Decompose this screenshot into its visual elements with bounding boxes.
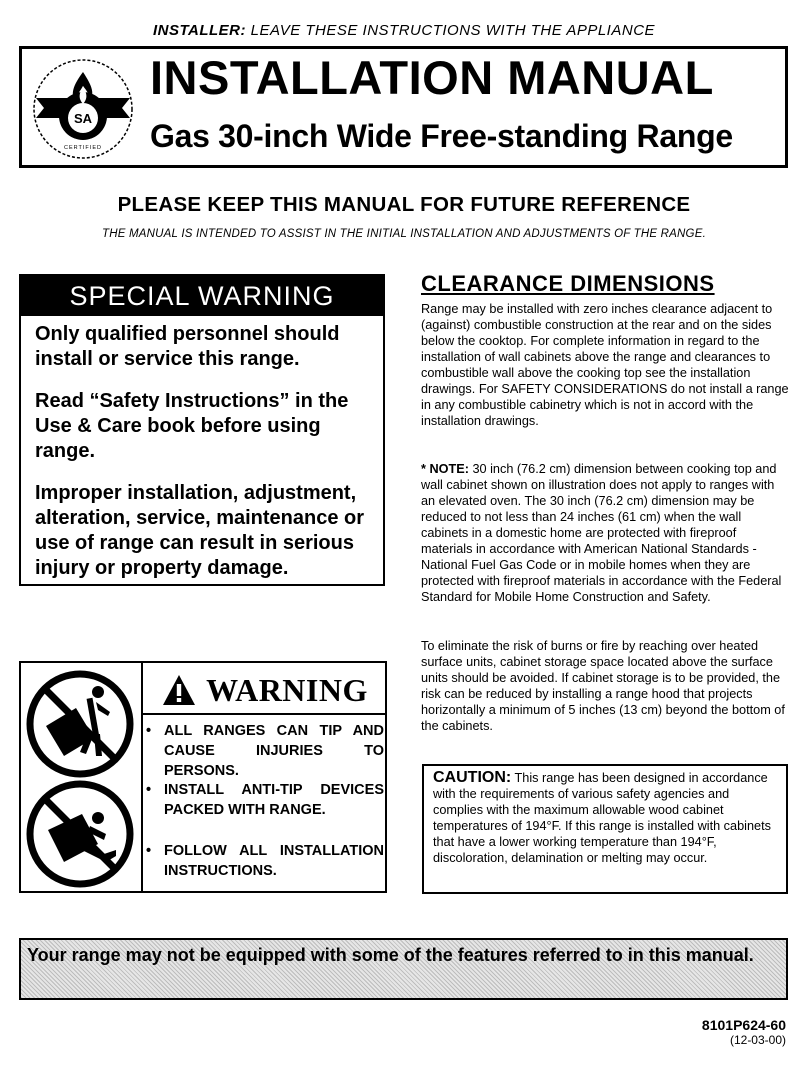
special-warning-paragraph: Only qualified personnel should install or service this range. xyxy=(35,323,340,370)
installer-text: LEAVE THESE INSTRUCTIONS WITH THE APPLIANCE xyxy=(246,22,656,39)
manual-purpose-notice: THE MANUAL IS INTENDED TO ASSIST IN THE INITIAL INSTALLATION AND ADJUSTMENTS OF THE RANGE. xyxy=(102,228,706,240)
caution-body: This range has been designed in accordance with the requirements of various safety agencies and complies with the maximum allowable wood cabinet temperatures of 194°F. If this range is installed with cabinets that have a lower working temperature than 194°F, discoloration, delamination or melting may occur. xyxy=(433,771,771,865)
warning-title xyxy=(150,668,380,712)
warning-triangle-icon xyxy=(162,674,196,706)
clearance-paragraph: To eliminate the risk of burns or fire by reaching over heated surface units, cabinet storage space located above the surface units should be avoided. If cabinet storage is to be provided, the risk can be reduced by installing a range hood that projects horizontally a minimum of 5 inches (13 cm) beyond the bottom of the cabinets. xyxy=(421,639,785,733)
revision-date: (12-03-00) xyxy=(729,1033,786,1047)
warning-item-text: FOLLOW ALL INSTALLATION INSTRUCTIONS. xyxy=(164,843,384,879)
page-title: INSTALLATION MANUAL xyxy=(150,51,714,104)
page-subtitle: Gas 30-inch Wide Free-standing Range xyxy=(150,118,733,154)
warning-item: • FOLLOW ALL INSTALLATION INSTRUCTIONS. xyxy=(146,843,384,879)
no-child-climbing-icon xyxy=(24,778,136,890)
installer-note xyxy=(0,22,808,39)
keep-manual-notice: PLEASE KEEP THIS MANUAL FOR FUTURE REFERENCE xyxy=(117,193,691,216)
clearance-paragraph: Range may be installed with zero inches clearance adjacent to (against) combustible construction at the rear and on the sides below the cooktop. For complete information in regard to the installation of wall cabinets above the range and clearances to combustible wall above the cooking top see the installation drawings. For SAFETY CONSIDERATIONS do not install a range in any combustible cabinetry which is not in accord with the installation drawings. xyxy=(421,302,789,428)
note-text: 30 inch (76.2 cm) dimension between cooking top and wall cabinet shown on illustration does not apply to ranges with an elevated oven. The 30 inch (76.2 cm) dimension may be reduced to not less than 24 inches (61 cm) when the wall cabinets in a domestic home are protected with fireproof materials in accordance with American National Standards - National Fuel Gas Code or in mobile homes when they are protected with fireproof materials in accordance with the Federal Standard for Mobile Home Construction and Safety. xyxy=(421,462,782,604)
logo-initials: SA xyxy=(73,111,93,126)
features-notice: Your range may not be equipped with some of the features referred to in this manual. xyxy=(27,945,754,965)
part-number: 8101P624-60 xyxy=(701,1017,786,1033)
logo-caption: CERTIFIED xyxy=(64,145,102,151)
installer-label: INSTALLER: xyxy=(152,22,247,39)
no-tip-range-icon xyxy=(24,668,136,780)
note-label: * NOTE: xyxy=(421,462,469,476)
divider xyxy=(141,661,143,893)
certification-logo xyxy=(30,56,136,162)
caution-text xyxy=(433,770,781,866)
warning-title-text: WARNING xyxy=(206,671,368,708)
clearance-note xyxy=(421,461,791,605)
special-warning-paragraph: Improper installation, adjustment, alteration, service, maintenance or use of range can result in serious injury or property damage. xyxy=(35,482,365,579)
warning-item-text: ALL RANGES CAN TIP AND CAUSE INJURIES TO PERSONS. xyxy=(164,723,384,779)
warning-item: • INSTALL ANTI-TIP DEVICES PACKED WITH RANGE. xyxy=(146,782,384,818)
clearance-heading: CLEARANCE DIMENSIONS xyxy=(421,271,715,296)
caution-label: CAUTION: xyxy=(433,769,512,786)
warning-item-text: INSTALL ANTI-TIP DEVICES PACKED WITH RANGE. xyxy=(164,782,384,818)
special-warning-paragraph: Read “Safety Instructions” in the Use & Care book before using range. xyxy=(35,390,349,462)
special-warning-heading: SPECIAL WARNING xyxy=(21,276,383,316)
warning-item: • ALL RANGES CAN TIP AND CAUSE INJURIES TO PERSONS. xyxy=(146,723,384,779)
divider xyxy=(141,713,387,715)
